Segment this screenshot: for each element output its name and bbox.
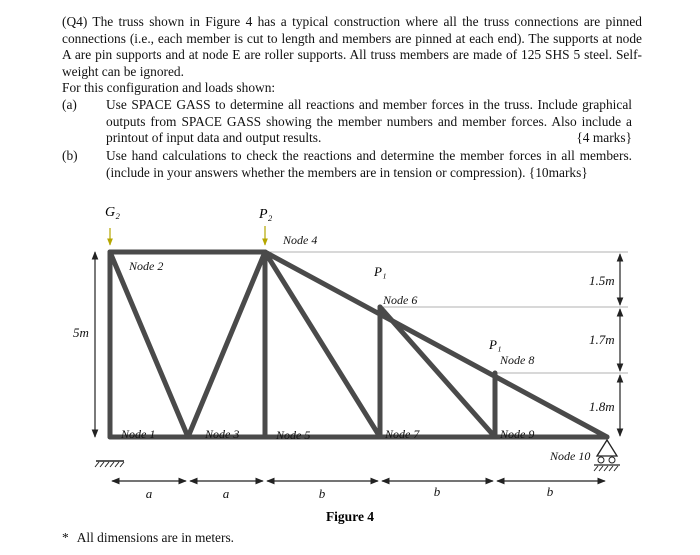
dim-b1-label: b (318, 486, 326, 501)
roller-hatch (594, 466, 618, 471)
part-a-label: (a) (62, 97, 77, 112)
part-b-label: (b) (62, 148, 78, 163)
diagonal-node2-node3 (110, 252, 188, 437)
load-g2-label: G₂ (105, 205, 120, 220)
footnote-asterisk: * (62, 530, 69, 545)
node-10-label: Node 10 (550, 449, 591, 463)
figure-caption: Figure 4 (325, 509, 375, 524)
pin-support (95, 461, 124, 467)
span-dimension-labels (146, 484, 554, 501)
dim-a1-label: a (145, 486, 153, 501)
node-3-label: Node 3 (205, 427, 240, 441)
diagonal-node4-node7 (265, 252, 380, 437)
top-chord-sloped (265, 252, 607, 437)
roller-wheel-left (598, 457, 604, 463)
dim-1-8m-label: 1.8m (589, 399, 615, 414)
node-2-label: Node 2 (129, 259, 164, 273)
roller-support (594, 440, 620, 471)
roller-wheel-right (609, 457, 615, 463)
node-1-label: Node 1 (121, 427, 156, 441)
loads (110, 226, 265, 245)
config-line: For this configuration and loads shown: (62, 80, 276, 96)
truss-members (110, 252, 607, 437)
node-8-label: Node 8 (500, 353, 535, 367)
dim-b2-label: b (433, 484, 441, 499)
node-6-label: Node 6 (383, 293, 418, 307)
load-p2-label: P₂ (259, 207, 273, 222)
dim-1-5m-label: 1.5m (589, 273, 615, 288)
question-paragraph: (Q4) The truss shown in Figure 4 has a typical construction where all the truss connections are pinned connections (i.e., each member is cut to length and members are pinned at each end). The supports at node A are pin supports and at node E are roller supports. All truss members are made of 125 SHS 5 steel. Self-weight can be ignored. (62, 14, 642, 79)
part-a-text: Use SPACE GASS to determine all reactions and member forces in the truss. Include graphical outputs from SPACE GASS showing the member numbers and member forces. Also include a printout of input data and output results. (106, 97, 632, 146)
roller-triangle (597, 440, 617, 456)
reference-lines (265, 252, 628, 373)
load-p1-label-node8: P₁ (489, 337, 502, 352)
part-b-text: Use hand calculations to check the reactions and determine the member forces in all members. (include in your answers whether the members are in tension or compression). {10marks} (106, 148, 632, 180)
diagonal-node6-node9 (380, 307, 495, 437)
dim-1-7m-label: 1.7m (589, 332, 615, 347)
load-p1-label-node6: P₁ (374, 264, 387, 279)
dim-5m-label: 5m (73, 325, 89, 340)
node-5-label: Node 5 (276, 428, 311, 442)
node-7-label: Node 7 (385, 427, 420, 441)
part-a-marks: {4 marks} (576, 130, 632, 146)
dim-a2-label: a (222, 486, 230, 501)
pin-support-hatch (95, 462, 124, 467)
node-9-label: Node 9 (500, 427, 535, 441)
dim-b3-label: b (546, 484, 554, 499)
footnote-text: All dimensions are in meters. (76, 530, 235, 545)
footnote (62, 530, 234, 546)
diagonal-node4-node3 (188, 252, 265, 437)
node-4-label: Node 4 (283, 233, 318, 247)
